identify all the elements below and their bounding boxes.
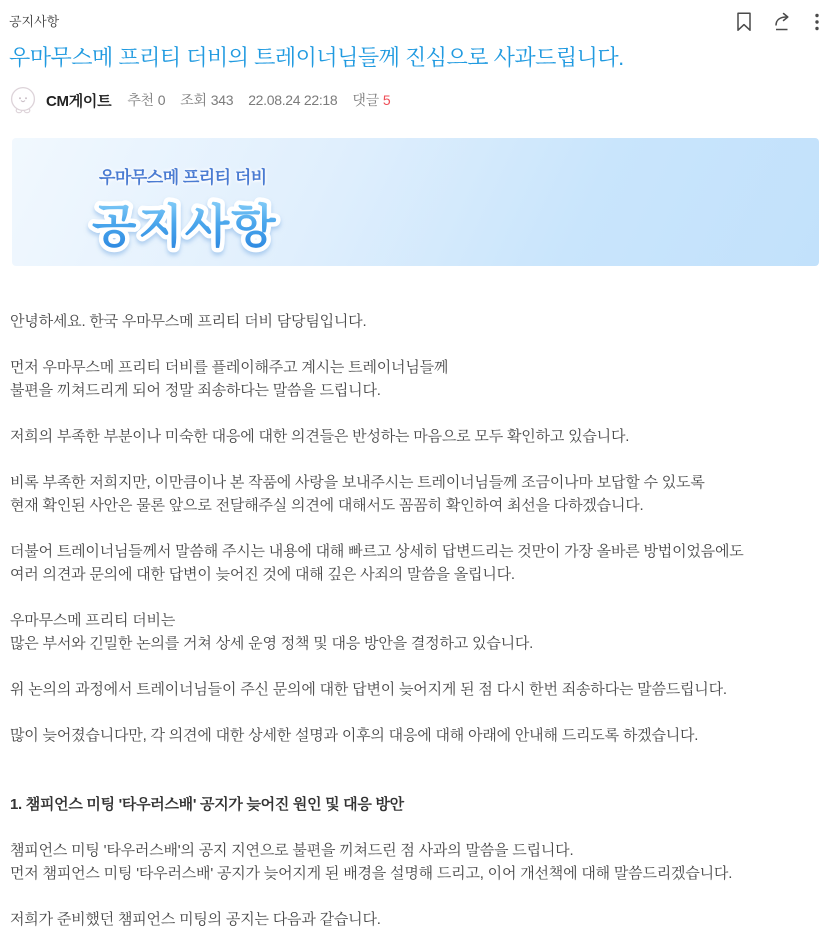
post-title: 우마무스메 프리티 더비의 트레이너님들께 진심으로 사과드립니다. <box>9 45 624 70</box>
paragraph: 많이 늦어졌습니다만, 각 의견에 대한 상세한 설명과 이후의 대응에 대해 아래에 안내해 드리도록 하겠습니다. <box>10 727 699 744</box>
post-header <box>9 8 824 32</box>
paragraph: 저희가 준비했던 챔피언스 미팅의 공지는 다음과 같습니다. <box>10 911 381 928</box>
board-category-link[interactable]: 공지사항 <box>9 14 60 29</box>
upvote-stat: 추천 0 <box>127 92 166 108</box>
views-count: 343 <box>210 92 234 108</box>
paragraph: 안녕하세요. 한국 우마무스메 프리티 더비 담당팀입니다. <box>10 313 367 330</box>
comments-stat[interactable]: 댓글 5 <box>352 92 391 108</box>
banner-title-art <box>84 189 404 261</box>
notice-banner-image <box>12 138 819 266</box>
banner-title-text: 공지사항 <box>92 200 278 252</box>
paragraph: 비록 부족한 저희지만, 이만큼이나 본 작품에 사랑을 보내주시는 트레이너님들께 조금이나마 보답할 수 있도록 현재 확인된 사안은 물론 앞으로 전달해주실 의견에 대해서도 꼼꼼히 확인하여 최선을 다하겠습니다. <box>10 474 705 514</box>
post-meta <box>127 90 405 110</box>
post-datetime: 22.08.24 22:18 <box>248 92 338 108</box>
paragraph: 위 논의의 과정에서 트레이너님들이 주신 문의에 대한 답변이 늦어지게 된 점 다시 한번 죄송하다는 말씀드립니다. <box>10 681 727 698</box>
paragraph: 챔피언스 미팅 '타우러스배'의 공지 지연으로 불편을 끼쳐드린 점 사과의 말씀을 드립니다. 먼저 챔피언스 미팅 '타우러스배' 공지가 늦어지게 된 배경을 설명해 드리고, 이어 개선책에 대해 말씀드리겠습니다. <box>10 842 733 882</box>
default-profile-avatar[interactable] <box>9 86 37 114</box>
paragraph: 먼저 우마무스메 프리티 더비를 플레이해주고 계시는 트레이너님들께 불편을 끼쳐드리게 되어 정말 죄송하다는 말씀을 드립니다. <box>10 359 449 399</box>
section-heading: 1. 챔피언스 미팅 '타우러스배' 공지가 늦어진 원인 및 대응 방안 <box>10 796 404 813</box>
kebab-menu-icon[interactable] <box>814 12 820 32</box>
paragraph: 우마무스메 프리티 더비는 많은 부서와 긴밀한 논의를 거쳐 상세 운영 정책 및 대응 방안을 결정하고 있습니다. <box>10 612 534 652</box>
comments-count: 5 <box>382 92 391 108</box>
author-row <box>9 86 824 114</box>
share-icon[interactable] <box>773 12 793 32</box>
banner-subtitle: 우마무스메 프리티 더비 <box>99 168 267 187</box>
paragraph: 더불어 트레이너님들께서 말씀해 주시는 내용에 대해 빠르고 상세히 답변드리는 것만이 가장 올바른 방법이었음에도 여러 의견과 문의에 대한 답변이 늦어진 것에 대해 깊은 사죄의 말씀을 올립니다. <box>10 543 744 583</box>
author-name-link[interactable]: CM게이트 <box>46 92 112 110</box>
views-stat: 조회 343 <box>180 92 234 108</box>
post-body <box>9 266 824 929</box>
post-action-bar <box>736 8 824 32</box>
paragraph: 저희의 부족한 부분이나 미숙한 대응에 대한 의견들은 반성하는 마음으로 모두 확인하고 있습니다. <box>10 428 630 445</box>
bookmark-icon[interactable] <box>736 12 752 32</box>
upvote-count: 0 <box>157 92 166 108</box>
